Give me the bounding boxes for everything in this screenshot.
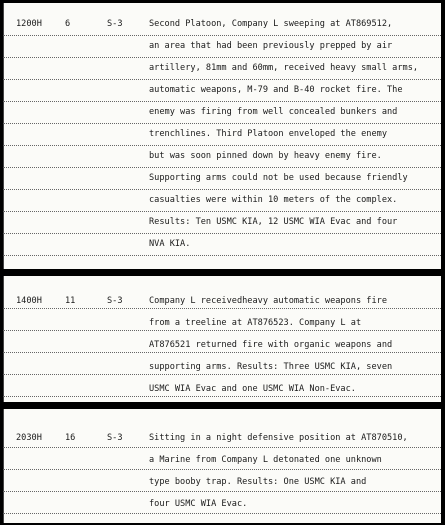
- entry-line: [3, 211, 441, 233]
- entry-line: [3, 57, 441, 79]
- entry-text-line: Sitting in a night defensive position at AT870510,: [149, 433, 408, 443]
- entry-text-line: NVA KIA.: [149, 239, 191, 249]
- entry-text-line: supporting arms. Results: Three USMC KIA, seven: [149, 362, 393, 372]
- entry-text-line: Supporting arms could not be used because friendly: [149, 173, 408, 183]
- entry-line: [3, 290, 441, 312]
- entry-line: [3, 471, 441, 493]
- log-entry-card: [3, 3, 441, 269]
- entry-line: [3, 145, 441, 167]
- entry-line: [3, 167, 441, 189]
- entry-text-line: trenchlines. Third Platoon enveloped the enemy: [149, 129, 387, 139]
- entry-text-line: Second Platoon, Company L sweeping at AT869512,: [149, 19, 393, 29]
- entry-text-line: a Marine from Company L detonated one unknown: [149, 455, 382, 465]
- entry-line: [3, 79, 441, 101]
- entry-text-line: enemy was firing from well concealed bunkers and: [149, 107, 398, 117]
- entry-line: [3, 427, 441, 449]
- ruled-line: [3, 255, 441, 257]
- entry-text-line: Company L receivedheavy automatic weapons fire: [149, 296, 387, 306]
- entry-number: 6: [65, 19, 71, 29]
- entry-line: [3, 101, 441, 123]
- entry-line: [3, 312, 441, 334]
- entry-line: [3, 356, 441, 378]
- entry-line: [3, 189, 441, 211]
- entry-text-line: artillery, 81mm and 60mm, received heavy small arms,: [149, 63, 419, 73]
- entry-text-line: from a treeline at AT876523. Company L at: [149, 318, 362, 328]
- entry-text-line: casualties were within 10 meters of the complex.: [149, 195, 398, 205]
- entry-text-line: an area that had been previously prepped by air: [149, 41, 393, 51]
- entry-line: [3, 378, 441, 400]
- entry-source: S-3: [107, 433, 123, 443]
- entry-line: [3, 123, 441, 145]
- entry-time: 2030H: [16, 433, 42, 443]
- log-entry-card: [3, 276, 441, 402]
- entry-line: [3, 35, 441, 57]
- entry-line: [3, 493, 441, 515]
- entry-time: 1200H: [16, 19, 42, 29]
- log-entry-card: [3, 409, 441, 523]
- entry-time: 1400H: [16, 296, 42, 306]
- entry-text-line: USMC WIA Evac and one USMC WIA Non-Evac.: [149, 384, 356, 394]
- entry-source: S-3: [107, 296, 123, 306]
- entry-text-line: AT876521 returned fire with organic weapons and: [149, 340, 393, 350]
- entry-text-line: type booby trap. Results: One USMC KIA and: [149, 477, 367, 487]
- entry-text-line: four USMC WIA Evac.: [149, 499, 248, 509]
- entry-text-line: Results: Ten USMC KIA, 12 USMC WIA Evac and four: [149, 217, 398, 227]
- entry-line: [3, 13, 441, 35]
- entry-number: 16: [65, 433, 76, 443]
- entry-text-line: but was soon pinned down by heavy enemy fire.: [149, 151, 382, 161]
- entry-number: 11: [65, 296, 76, 306]
- entry-text-line: automatic weapons, M-79 and B-40 rocket fire. The: [149, 85, 403, 95]
- entry-line: [3, 233, 441, 255]
- entry-line: [3, 449, 441, 471]
- entry-line: [3, 334, 441, 356]
- entry-source: S-3: [107, 19, 123, 29]
